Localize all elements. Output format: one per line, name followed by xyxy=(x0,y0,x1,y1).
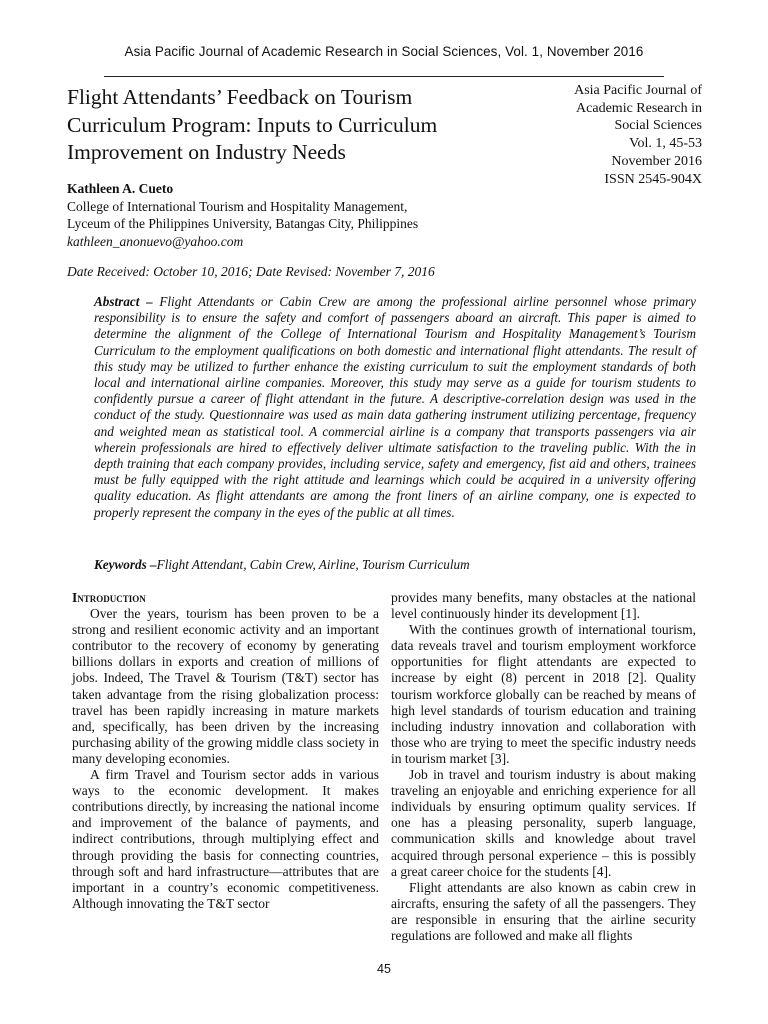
author-affiliation: College of International Tourism and Hospitality Management, xyxy=(67,198,408,214)
author-email: kathleen_anonuevo@yahoo.com xyxy=(67,233,244,249)
keywords-label: Keywords – xyxy=(94,557,157,572)
body-paragraph: provides many benefits, many obstacles at the national level continuously hinder its development [1]. xyxy=(391,590,696,622)
page-number: 45 xyxy=(377,962,391,976)
header-rule xyxy=(104,76,664,77)
body-paragraph: Flight attendants are also known as cabin crew in aircrafts, ensuring the safety of all the passengers. They are responsible in ensuring that the airline security regulations are followed and make all flights xyxy=(391,879,696,943)
author-name: Kathleen A. Cueto xyxy=(67,181,174,196)
journal-info-line: Academic Research in xyxy=(576,100,702,116)
journal-info-line: Social Sciences xyxy=(614,118,702,134)
abstract xyxy=(94,294,696,521)
author-affiliation: Lyceum of the Philippines University, Batangas City, Philippines xyxy=(67,216,419,231)
journal-info-line: Asia Pacific Journal of xyxy=(574,83,702,98)
journal-date: November 2016 xyxy=(611,153,702,169)
running-head: Asia Pacific Journal of Academic Research in Social Sciences, Vol. 1, November 2016 xyxy=(124,44,644,59)
journal-info xyxy=(522,82,702,188)
body-paragraph: A firm Travel and Tourism sector adds in various ways to the economic development. It makes contributions directly, by increasing the national income and improvement of the balance of payments, and indirect contributions, through multiplying effect and through providing the basis for connecting countries, through soft and hard infrastructure—attributes that are important in a country’s economic competitiveness. Although innovating the T&T sector xyxy=(72,767,379,911)
body-paragraph: Job in travel and tourism industry is about making traveling an enjoyable and enriching experience for all individuals by ensuring optimum quality services. If one has a pleasing personality, superb language, communication skills and knowledge about travel acquired through personal experience – this is possibly a great career choice for the students [4]. xyxy=(391,767,696,879)
author-block xyxy=(67,180,567,250)
journal-volume-pages: Vol. 1, 45-53 xyxy=(629,136,702,152)
abstract-text: Flight Attendants or Cabin Crew are among the professional airline personnel whose primary responsibility is to ensure the safety and comfort of passengers aboard an aircraft. This paper is aimed to determine the alignment of the College of International Tourism and Hospitality Management’s Tourism Curriculum to the employment qualifications on both domestic and international flight attendants. The result of this study may be utilized to further enhance the existing curriculum to suit the employment standards of both local and international airline companies. Moreover, this study may serve as a guide for tourism students to confidently pursue a career of flight attendant in the future. A descriptive-correlation design was used in the conduct of the study. Questionnaire was used as main data gathering instrument utilizing percentage, frequency and weighted mean as statistical tool. A commercial airline is a company that transports passengers via air wherein professionals are hired to effectively deliver ultimate satisfaction to the traveling public. With the in depth training that each company provides, including service, safety and emergency, fist aid and others, trainees must be fully equipped with the right attitude and learnings which could be acquired in a university offering quality education. As flight attendants are among the front liners of an airline company, one is expected to properly represent the company in the eyes of the public at all times. xyxy=(94,294,696,520)
body-paragraph: With the continues growth of international tourism, data reveals travel and tourism employment workforce opportunities for flight attendants are expected to increase by eight (8) percent in 2018 [2]. Quality tourism workforce globally can be reached by means of high level standards of tourism education and training including industry innovation and collaboration with those who are trying to meet the specific industry needs in tourism market [3]. xyxy=(391,622,696,766)
body-paragraph: Over the years, tourism has been proven to be a strong and resilient economic activity and an important contributor to the recovery of economy by generating billions dollars in exports and creation of millions of jobs. Indeed, The Travel & Tourism (T&T) sector has taken advantage from the rising globalization process: travel has been rapidly increasing in mature markets and, specifically, has been driven by the increasing purchasing ability of the growing middle class society in many developing economies. xyxy=(72,606,379,766)
body-column-left xyxy=(72,590,379,912)
keywords-text: Flight Attendant, Cabin Crew, Airline, Tourism Curriculum xyxy=(156,557,470,572)
submission-dates: Date Received: October 10, 2016; Date Revised: November 7, 2016 xyxy=(67,264,435,279)
keywords xyxy=(94,557,696,573)
section-heading: Introduction xyxy=(72,590,146,605)
abstract-label: Abstract – xyxy=(94,294,153,309)
body-column-right xyxy=(391,590,696,944)
journal-issn: ISSN 2545-904X xyxy=(604,171,702,187)
paper-title: Flight Attendants’ Feedback on Tourism Curriculum Program: Inputs to Curriculum Improvement on Industry Needs xyxy=(67,85,438,164)
